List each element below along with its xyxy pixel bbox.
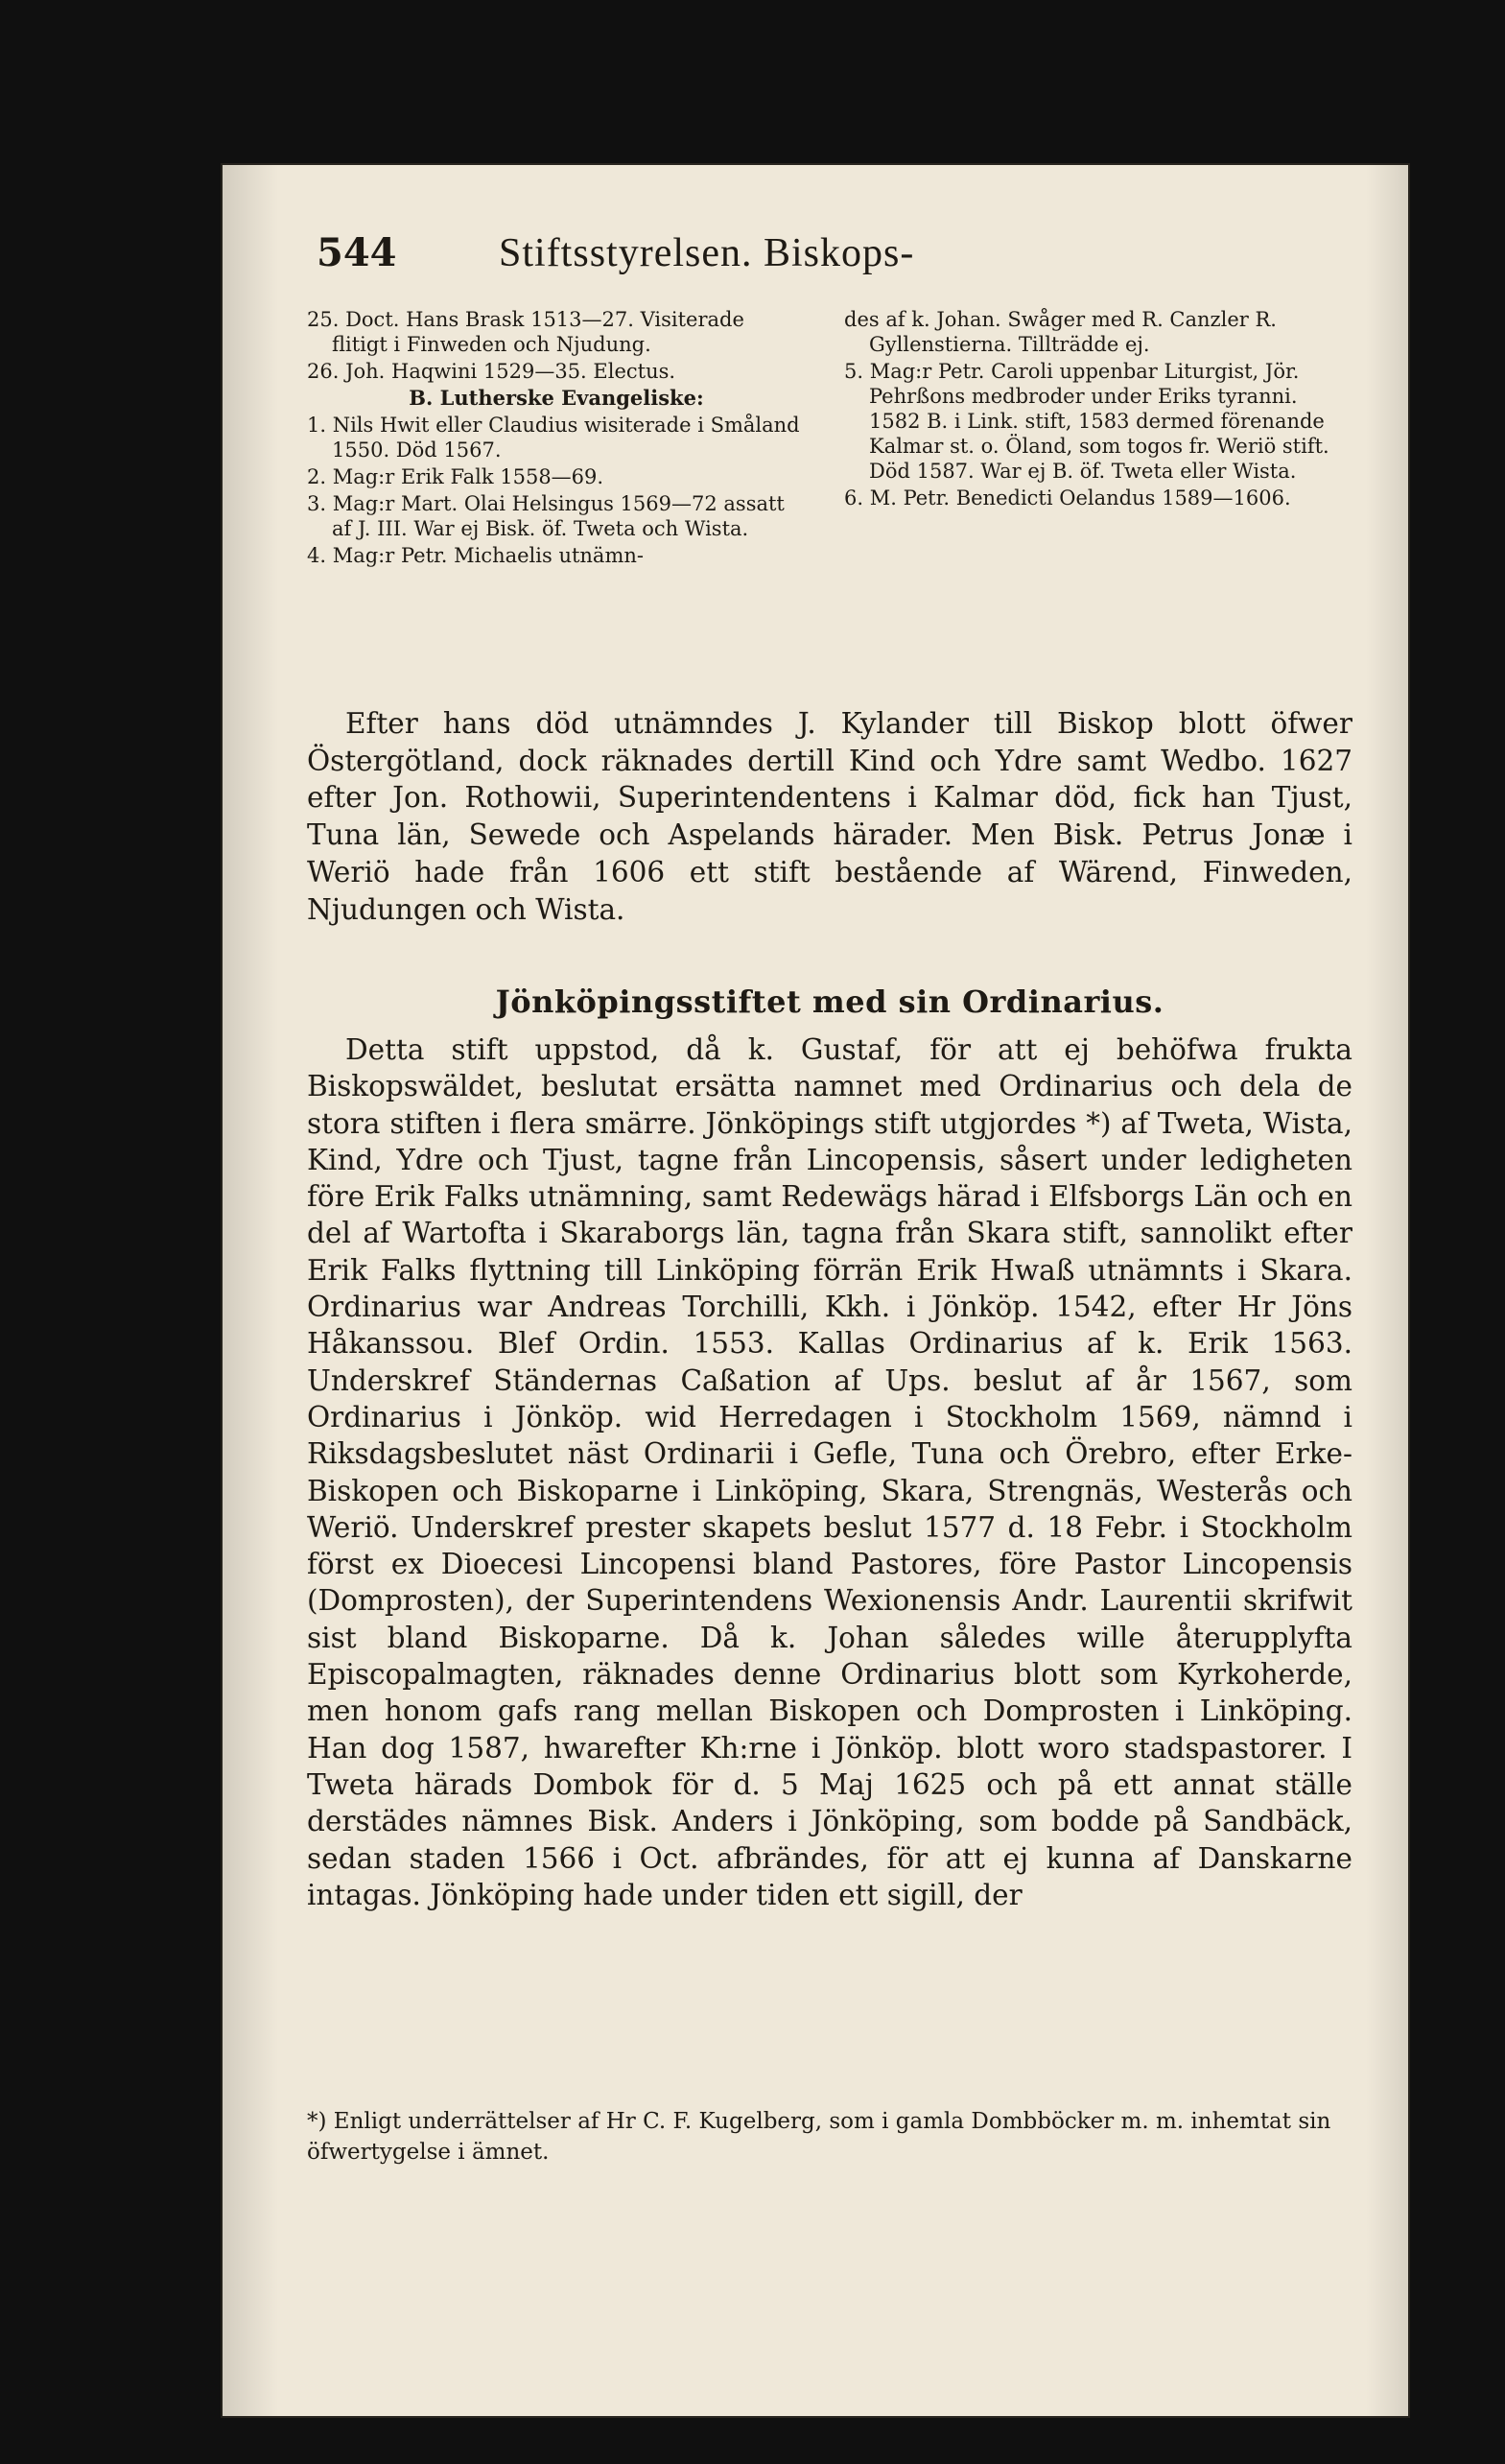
left-column xyxy=(307,307,806,700)
paragraph-text: Detta stift uppstod, då k. Gustaf, för att ej behöfwa frukta Biskopswäldet, beslutat ersätta namnet med Ordinarius och dela de stora stiften i flera smärre. Jönköpings stift utgjordes *) af Tweta, Wista, Kind, Ydre och Tjust, tagne från Lincopensis, såsert under ledigheten före Erik Falks utnämning, samt Redewägs härad i Elfsborgs Län och en del af Wartofta i Skaraborgs län, tagna från Skara stift, sannolikt efter Erik Falks flyttning till Linköping förrän Erik Hwaß utnämnts i Skara. Ordinarius war Andreas Torchilli, Kkh. i Jönköp. 1542, efter Hr Jöns Håkanssou. Blef Ordin. 1553. Kallas Ordinarius af k. Erik 1563. Underskref Ständernas Caßation af Ups. beslut af år 1567, som Ordinarius i Jönköp. wid Herredagen i Stockholm 1569, nämnd i Riksdagsbeslutet näst Ordinarii i Gefle, Tuna och Örebro, efter Erke-Biskopen och Biskoparne i Linköping, Skara, Strengnäs, Westerås och Weriö. Underskref prester skapets beslut 1577 d. 18 Febr. i Stockholm först ex Dioecesi Lincopensi bland Pastores, före Pastor Lincopensis (Domprosten), der Superintendens Wexionensis Andr. Laurentii skrifwit sist bland Biskoparne. Då k. Johan således wille återupplyfta Episcopalmagten, räknades denne Ordinarius blott som Kyrkoherde, men honom gafs rang mellan Biskopen och Domprosten i Linköping. Han dog 1587, hwarefter Kh:rne i Jönköp. blott woro stadspastorer. I Tweta härads Dombok för d. 5 Maj 1625 och på ett annat ställe derstädes nämnes Bisk. Anders i Jönköping, som bodde på Sandbäck, sedan staden 1566 i Oct. afbrändes, för att ej kunna af Danskarne intagas. Jönköping hade under tiden ett sigill, der xyxy=(307,1033,1352,1911)
list-entry: 25. Doct. Hans Brask 1513—27. Visiterade flitigt i Finweden och Njudung. xyxy=(307,308,744,356)
body-paragraph-2 xyxy=(307,1031,1352,1913)
list-entry: des af k. Johan. Swåger med R. Canzler R. Gyllenstierna. Tillträdde ej. xyxy=(844,308,1277,356)
section-heading: B. Lutherske Evangeliske: xyxy=(409,386,704,410)
edge-shadow xyxy=(1366,163,1410,2418)
running-head: Stiftsstyrelsen. Biskops- xyxy=(499,231,915,275)
bishop-list-columns xyxy=(307,307,1352,700)
right-column xyxy=(844,307,1352,700)
list-entry: 2. Mag:r Erik Falk 1558—69. xyxy=(307,465,604,488)
book-page xyxy=(221,163,1410,2418)
body-paragraph-1 xyxy=(307,705,1352,928)
footnote-text: *) Enligt underrättelser af Hr C. F. Kugelberg, som i gamla Dombböcker m. m. inhemtat sin öfwertygelse i ämnet. xyxy=(307,2109,1331,2165)
list-entry: 5. Mag:r Petr. Caroli uppenbar Liturgist, Jör. Pehrßons medbroder under Eriks tyranni. 1582 B. i Link. stift, 1583 dermed förenande Kalmar st. o. Öland, som togos fr. Weriö stift. Död 1587. War ej B. öf. Tweta eller Wista. xyxy=(844,360,1329,483)
list-entry: 6. M. Petr. Benedicti Oelandus 1589—1606. xyxy=(844,486,1291,509)
list-entry: 4. Mag:r Petr. Michaelis utnämn- xyxy=(307,544,644,567)
footnote xyxy=(307,2106,1352,2168)
chapter-heading: Jönköpingsstiftet med sin Ordinarius. xyxy=(495,983,1164,1020)
page-header xyxy=(307,230,1352,307)
page-number: 544 xyxy=(317,230,397,275)
list-entry: 3. Mag:r Mart. Olai Helsingus 1569—72 assatt af J. III. War ej Bisk. öf. Tweta och Wista. xyxy=(307,492,785,540)
gutter-shadow xyxy=(221,163,278,2418)
list-entry: 1. Nils Hwit eller Claudius wisiterade i Småland 1550. Död 1567. xyxy=(307,414,800,462)
list-entry: 26. Joh. Haqwini 1529—35. Electus. xyxy=(307,360,676,383)
paragraph-text: Efter hans död utnämndes J. Kylander till Biskop blott öfwer Östergötland, dock räknades dertill Kind och Ydre samt Wedbo. 1627 efter Jon. Rothowii, Superintendentens i Kalmar död, fick han Tjust, Tuna län, Sewede och Aspelands härader. Men Bisk. Petrus Jonæ i Weriö hade från 1606 ett stift bestående af Wärend, Finweden, Njudungen och Wista. xyxy=(307,707,1352,926)
